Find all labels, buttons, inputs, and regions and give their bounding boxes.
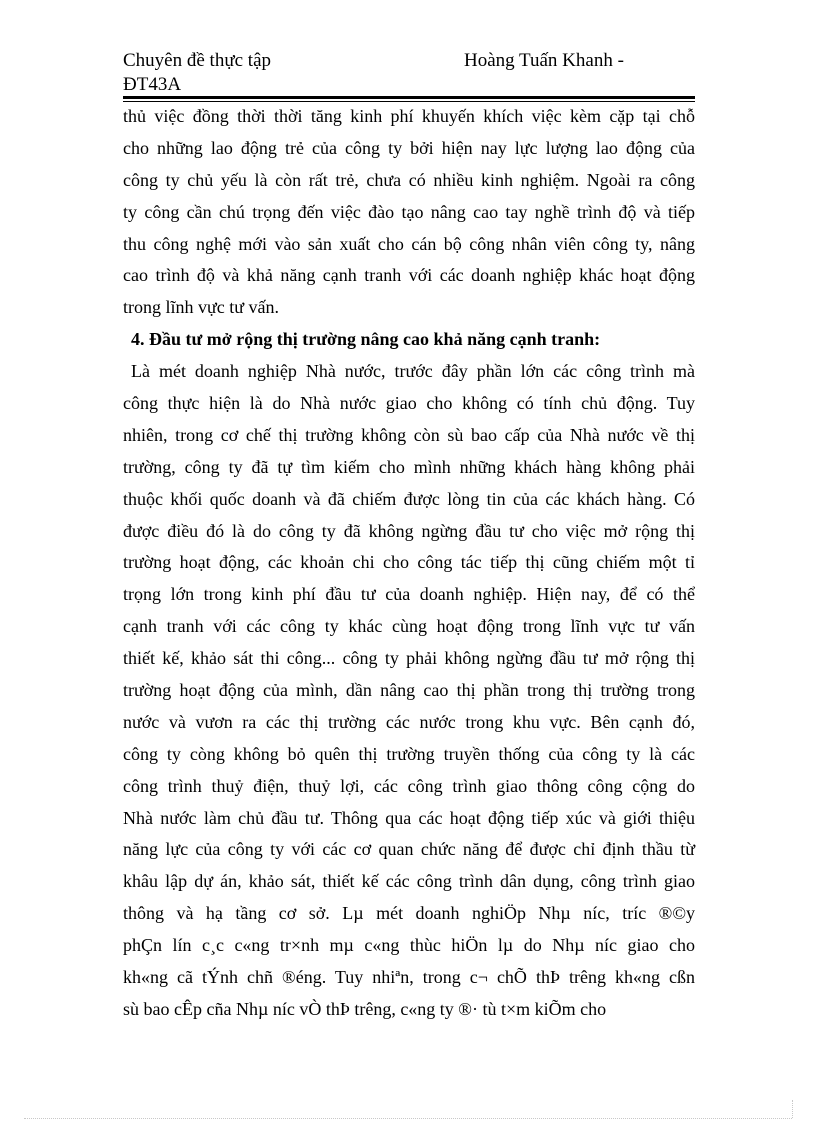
- body-line: công ty còng không bỏ quên thị trường truyền thống của công ty là các: [123, 743, 695, 764]
- body-line: thiết kế, khảo sát thi công... công ty phải không ngừng đầu tư mở rộng thị: [123, 648, 695, 669]
- page-border-dotted: [24, 1118, 792, 1119]
- body-line: công thực hiện là do Nhà nước giao cho không có tính chủ động. Tuy: [123, 393, 695, 414]
- body-line: năng lực của công ty với các cơ quan chức năng để được chỉ định thầu từ: [123, 839, 695, 860]
- header-rule-thick: [123, 96, 695, 99]
- body-line: cạnh tranh với các công ty khác cùng hoạt động trong lĩnh vực tư vấn: [123, 616, 695, 637]
- section-heading: 4. Đầu tư mở rộng thị trường nâng cao khả năng cạnh tranh:: [131, 329, 601, 350]
- body-line: Nhà nước làm chủ đầu tư. Thông qua các hoạt động tiếp xúc và giới thiệu: [123, 807, 695, 828]
- body-line: Là mét doanh nghiệp Nhà nước, trước đây phần lớn các công trình mà: [131, 361, 695, 382]
- body-line: công trình thuỷ điện, thuỷ lợi, các công trình giao thông công cộng do: [123, 775, 695, 796]
- body-line: trọng lớn trong kinh phí đầu tư của doanh nghiệp. Hiện nay, để có thể: [123, 584, 695, 605]
- body-line: sù bao cÊp cña Nhµ níc vÒ thÞ trêng, c«ng ty ®· tù t×m kiÕm cho: [123, 998, 607, 1019]
- body-line: nước và vươn ra các thị trường các nước trong khu vực. Bên cạnh đó,: [123, 711, 695, 732]
- body-line: cao trình độ và khả năng cạnh tranh với các doanh nghiệp khác hoạt động: [123, 265, 695, 286]
- body-line: thông và hạ tầng cơ sở. Lµ mét doanh nghiÖp Nhµ níc, tríc ®©y: [123, 903, 695, 924]
- header-class-code: ĐT43A: [123, 74, 182, 95]
- body-line: trường hoạt động của mình, dần nâng cao thị phần trong thị trường trong: [123, 680, 695, 701]
- body-line: khâu lập dự án, khảo sát, thiết kế các công trình dân dụng, công trình giao: [123, 871, 695, 892]
- document-body: [123, 101, 695, 1026]
- body-line: thu công nghệ mới vào sản xuất cho cán bộ công nhân viên công ty, nâng: [123, 233, 695, 254]
- body-line: nhiên, trong cơ chế thị trường không còn sù bao cấp của Nhà nước về thị: [123, 424, 695, 445]
- page-corner-dotted: [792, 1100, 793, 1118]
- body-line: được điều đó là do công ty đã không ngừng đầu tư cho việc mở rộng thị: [123, 520, 695, 541]
- body-line: trường hoạt động, các khoản chi cho công tác tiếp thị cũng chiếm một tỉ: [123, 552, 695, 573]
- body-line: trong lĩnh vực tư vấn.: [123, 297, 279, 318]
- header-author: Hoàng Tuấn Khanh -: [464, 50, 624, 71]
- header-subject: Chuyên đề thực tập: [123, 50, 272, 71]
- body-line: thuộc khối quốc doanh và đã chiếm được lòng tin của các khách hàng. Có: [123, 488, 695, 509]
- body-line: thủ việc đồng thời thời tăng kinh phí khuyến khích việc kèm cặp tại chỗ: [123, 106, 695, 126]
- body-line: phÇn lín c¸c c«ng tr×nh mµ c«ng thùc hiÖn lµ do Nhµ níc giao cho: [123, 935, 695, 956]
- body-line: ty công cần chú trọng đến việc đào tạo nâng cao tay nghề trình độ và tiếp: [123, 201, 695, 222]
- body-line: cho những lao động trẻ của công ty bởi hiện nay lực lượng lao động của: [123, 137, 695, 158]
- body-line: công ty chủ yếu là còn rất trẻ, chưa có nhiều kinh nghiệm. Ngoài ra công: [123, 169, 695, 190]
- body-line: trường, công ty đã tự tìm kiếm cho mình những khách hàng không phải: [123, 456, 695, 477]
- body-line: kh«ng cã tÝnh chñ ®éng. Tuy nhiªn, trong c¬ chÕ thÞ trêng kh«ng cßn: [123, 967, 695, 988]
